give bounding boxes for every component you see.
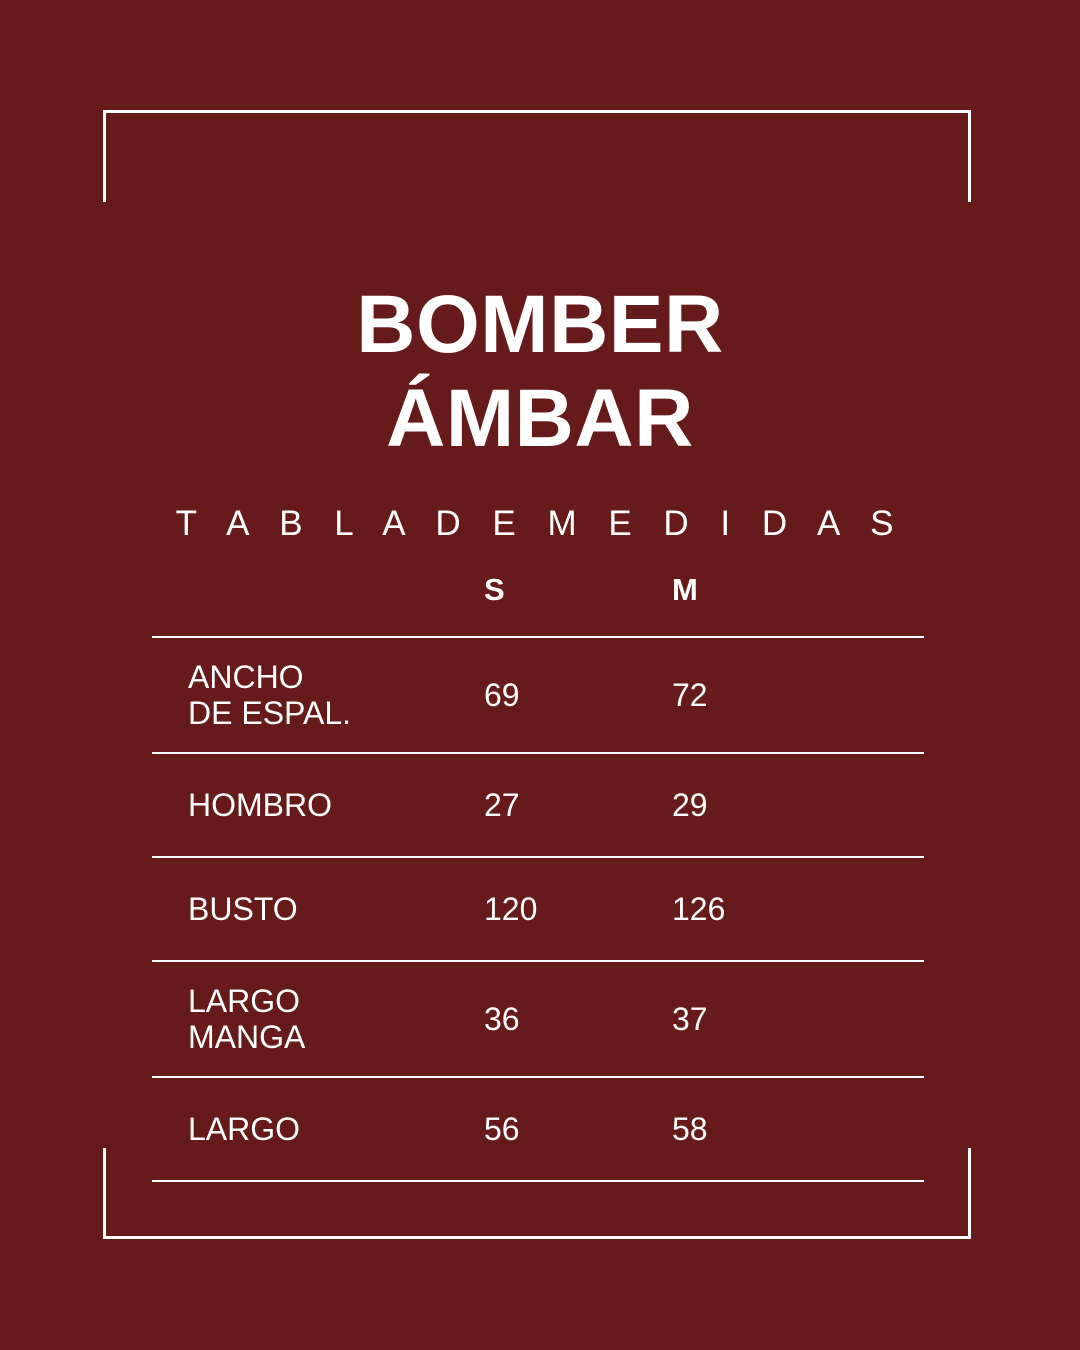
row-label-line-2: DE ESPAL. bbox=[188, 695, 352, 731]
frame-border-top bbox=[103, 110, 971, 113]
row-value-s: 36 bbox=[484, 1000, 520, 1037]
frame-border-right-bottom bbox=[968, 1148, 971, 1239]
table-row bbox=[152, 753, 924, 857]
row-value-s: 56 bbox=[484, 1110, 520, 1147]
row-value-m: 58 bbox=[672, 1110, 708, 1147]
row-value-m: 37 bbox=[672, 1000, 708, 1037]
row-value-s: 27 bbox=[484, 786, 520, 823]
table-row bbox=[152, 961, 924, 1077]
table-body bbox=[152, 637, 924, 1181]
frame-border-right-top bbox=[968, 110, 971, 202]
row-label bbox=[152, 857, 468, 961]
row-value-s: 120 bbox=[484, 890, 538, 927]
measurements-table-container bbox=[152, 572, 924, 1182]
measurements-table bbox=[152, 572, 924, 1182]
table-row bbox=[152, 637, 924, 753]
row-label-line-1: HOMBRO bbox=[188, 787, 332, 823]
table-header bbox=[152, 572, 924, 637]
title-line-2: ÁMBAR bbox=[386, 373, 694, 464]
page-title bbox=[0, 278, 1080, 466]
row-label-line-2: MANGA bbox=[188, 1019, 306, 1055]
row-label-line-1: LARGO bbox=[188, 1111, 301, 1147]
row-value-m: 29 bbox=[672, 786, 708, 823]
row-label-line-1: BUSTO bbox=[188, 891, 298, 927]
table-row bbox=[152, 1077, 924, 1181]
frame-border-left-bottom bbox=[103, 1148, 106, 1239]
table-header-row bbox=[152, 572, 924, 637]
title-line-1: BOMBER bbox=[356, 279, 724, 370]
row-label-line-1: LARGO bbox=[188, 983, 301, 1019]
row-label-line-1: ANCHO bbox=[188, 659, 304, 695]
frame-border-left-top bbox=[103, 110, 106, 202]
row-value-m: 72 bbox=[672, 676, 708, 713]
column-header-m: M bbox=[672, 572, 698, 607]
frame-border-bottom bbox=[103, 1236, 971, 1239]
table-row bbox=[152, 857, 924, 961]
row-value-s: 69 bbox=[484, 676, 520, 713]
row-label bbox=[152, 961, 468, 1077]
row-value-m: 126 bbox=[672, 890, 726, 927]
row-label bbox=[152, 1077, 468, 1181]
column-header-s: S bbox=[484, 572, 505, 607]
column-header-measure bbox=[152, 572, 468, 637]
page-subtitle: T A B L A D E M E D I D A S bbox=[175, 504, 905, 543]
row-label bbox=[152, 637, 468, 753]
row-label bbox=[152, 753, 468, 857]
